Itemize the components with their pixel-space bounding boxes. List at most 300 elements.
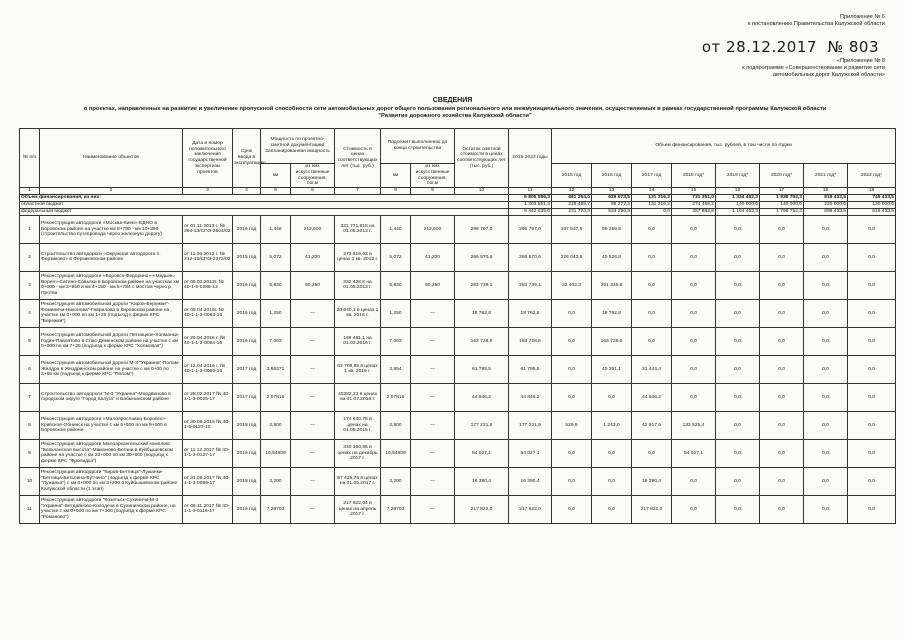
funding-total-label: федеральный бюджет bbox=[20, 208, 509, 215]
cell-total: 283 739,1 bbox=[509, 271, 552, 299]
col-done-header: Подлежит выполнению до конца строительства bbox=[381, 129, 455, 164]
cell-art: — bbox=[291, 411, 335, 439]
cell-remain: 61 795,5 bbox=[455, 355, 509, 383]
cell-remain: 16 390,4 bbox=[455, 467, 509, 495]
cell-y22: 0,0 bbox=[848, 495, 896, 523]
cell-y22: 0,0 bbox=[848, 271, 896, 299]
column-number-cell: 18 bbox=[804, 188, 848, 195]
cell-total: 217 822,0 bbox=[509, 495, 552, 523]
cell-n: 8 bbox=[20, 411, 40, 439]
cell-n: 9 bbox=[20, 439, 40, 467]
cell-y22: 0,0 bbox=[848, 243, 896, 271]
cell-dkm: 10,54808 bbox=[381, 439, 411, 467]
cell-doc: от 11.12.2017 № 40-1-1-3-0127-17 bbox=[183, 439, 233, 467]
cell-y21: 0,0 bbox=[804, 327, 848, 355]
cell-y21: 0,0 bbox=[804, 439, 848, 467]
cell-cost: 169 481,1 на 01.03.2016 г. bbox=[335, 327, 381, 355]
cell-y16: 0,0 bbox=[592, 495, 632, 523]
cell-km: 2,500 bbox=[261, 411, 291, 439]
cell-art: — bbox=[291, 299, 335, 327]
cell-name: Реконструкция автомобильной дороги "Киров-Бережки"-Фоминичи-Никонова"-Гаврилова в Кировском районе на участке км 0+000 по км 1+25 (подъезд к ферме КРС "Бережки") bbox=[40, 299, 183, 327]
cell-term: 2017 год bbox=[233, 355, 261, 383]
cell-remain: 163 728,6 bbox=[455, 327, 509, 355]
funding-total-value: 457 882,8 bbox=[672, 208, 716, 215]
cell-y22: 0,0 bbox=[848, 299, 896, 327]
column-number-cell: 7 bbox=[335, 188, 381, 195]
cell-term: 2016 год bbox=[233, 271, 261, 299]
cell-doc: от 11.06.2013 г. № 212-13/СПЭ-2372/02 bbox=[183, 243, 233, 271]
cell-name: Реконструкция автодороги "Козельск-Сухиничи-М-3 "Украина"-Бетдайново-Колодези в Сухиничском районе, на участке с км 0+000 по км 7+300 (подъезд к ферме КРС "Романово") bbox=[40, 495, 183, 523]
cell-dkm: 7,29703 bbox=[381, 495, 411, 523]
funding-total-value: 5 442 035,0 bbox=[509, 208, 552, 215]
cell-y19: 0,0 bbox=[716, 215, 760, 243]
funding-total-row bbox=[20, 201, 896, 208]
col-year-2015: 2015 год bbox=[552, 164, 592, 188]
cell-y19: 0,0 bbox=[716, 271, 760, 299]
cell-art: — bbox=[291, 439, 335, 467]
cell-n: 11 bbox=[20, 495, 40, 523]
cell-art: — bbox=[291, 495, 335, 523]
cell-y15: 529,9 bbox=[552, 411, 592, 439]
cell-y18: 0,0 bbox=[672, 495, 716, 523]
cell-total: 296 797,0 bbox=[509, 215, 552, 243]
cell-y15: 0,0 bbox=[552, 383, 592, 411]
cell-total: 54 027,1 bbox=[509, 439, 552, 467]
cell-y18: 0,0 bbox=[672, 355, 716, 383]
subtitle-line1: о проектах, направленных на развитие и увеличение пропускной способности сети автомобильных дорог общего пользования регионального или межмуниципального значения, осуществляемых в рамках государственной программы Калужской области bbox=[83, 106, 827, 112]
cell-remain: 44 846,2 bbox=[455, 383, 509, 411]
cell-y20: 0,0 bbox=[760, 271, 804, 299]
cell-total: 177 221,9 bbox=[509, 411, 552, 439]
cell-doc: от 09.11.2017 № 40-1-1-3-0116-17 bbox=[183, 495, 233, 523]
cell-n: 2 bbox=[20, 243, 40, 271]
cell-y18: 0,0 bbox=[672, 215, 716, 243]
cell-cost: 217 822,04 в ценах на апрель 2017 г. bbox=[335, 495, 381, 523]
cell-dart: 212,500 bbox=[411, 215, 455, 243]
column-number-cell: 6 bbox=[291, 188, 335, 195]
cell-dart: — bbox=[411, 467, 455, 495]
col-term-header: Срок ввода в эксплуатацию bbox=[233, 129, 261, 188]
appendix8-header bbox=[665, 58, 885, 79]
funding-total-value: 229 489,7 bbox=[552, 201, 592, 208]
cell-n: 10 bbox=[20, 467, 40, 495]
cell-dart: — bbox=[411, 299, 455, 327]
document-date: 28.12.2017 bbox=[726, 38, 817, 56]
column-number-cell: 14 bbox=[632, 188, 672, 195]
cell-dart: 90,250 bbox=[411, 271, 455, 299]
cell-cost: 20 640,1 в ценах 1 кв. 2016 г. bbox=[335, 299, 381, 327]
cell-n: 4 bbox=[20, 299, 40, 327]
cell-y17: 16 390,4 bbox=[632, 467, 672, 495]
funding-total-value: 1 334 462,3 bbox=[716, 194, 760, 201]
cell-name: Реконструкция автодороги Малоархангельский комплекс "Бельчанская высота"-Мамоново-Бегани в Куйбышевском районе на участке с км 20+000 по км 30+800 (подъезд к ферме КРС "Фролидка") bbox=[40, 439, 183, 467]
cell-term: 2018 год bbox=[233, 495, 261, 523]
cell-y19: 0,0 bbox=[716, 467, 760, 495]
cell-y21: 0,0 bbox=[804, 383, 848, 411]
cell-km: 5,072 bbox=[261, 243, 291, 271]
cell-km: 2,07816 bbox=[261, 383, 291, 411]
col-year-2018: 2018 год* bbox=[672, 164, 716, 188]
cell-y22: 0,0 bbox=[848, 355, 896, 383]
document-title: СВЕДЕНИЯ bbox=[432, 97, 473, 104]
funding-total-value: 130 000,0 bbox=[848, 201, 896, 208]
col-done-km: км bbox=[381, 164, 411, 188]
cell-cost: 273 819,63 в ценах 1 кв. 2012 г. bbox=[335, 243, 381, 271]
table-row bbox=[20, 467, 896, 495]
cell-y17: 0,0 bbox=[632, 439, 672, 467]
cell-name: Реконструкция автомобильной дороги Пятницкое-Хопманка-Годин-Павлятово в Спас-Деменском районе на участке с км 0+000 по км 7+25 (подъезд к ферме КРС "Холмовая") bbox=[40, 327, 183, 355]
document-number: 803 bbox=[848, 38, 879, 56]
cell-y17: 0,0 bbox=[632, 271, 672, 299]
cell-y15: 0,0 bbox=[552, 327, 592, 355]
cell-y19: 0,0 bbox=[716, 243, 760, 271]
funding-total-value: 1 798 752,3 bbox=[760, 208, 804, 215]
cell-y20: 0,0 bbox=[760, 215, 804, 243]
cell-y20: 0,0 bbox=[760, 299, 804, 327]
cell-dart: — bbox=[411, 495, 455, 523]
cell-term: 2016 год bbox=[233, 215, 261, 243]
cell-term: 2018 год bbox=[233, 439, 261, 467]
column-number-cell: 12 bbox=[552, 188, 592, 195]
table-row bbox=[20, 299, 896, 327]
cell-y18: 0,0 bbox=[672, 243, 716, 271]
cell-total: 163 728,6 bbox=[509, 327, 552, 355]
column-number-cell: 8 bbox=[381, 188, 411, 195]
cell-n: 6 bbox=[20, 355, 40, 383]
table-row bbox=[20, 327, 896, 355]
cell-y17: 42 917,6 bbox=[632, 411, 672, 439]
cell-y18: 132 525,4 bbox=[672, 411, 716, 439]
cell-km: 3,65371 bbox=[261, 355, 291, 383]
table-row bbox=[20, 383, 896, 411]
column-number-cell: 11 bbox=[509, 188, 552, 195]
appendix8-label: «Приложение № 8 bbox=[836, 58, 885, 64]
column-number-cell: 2 bbox=[40, 188, 183, 195]
cell-name: Реконструкция автодороги «Москва-Киев»-ЕДНО в Боровском районе на участке км 8+790 - км 10+390 (строительство путепровода через железную дорогу) bbox=[40, 215, 183, 243]
cell-km: 1,250 bbox=[261, 299, 291, 327]
funding-total-label: Объем финансирования, из них: bbox=[20, 194, 509, 201]
cell-y21: 0,0 bbox=[804, 271, 848, 299]
appendix8-line2: к подпрограмме «Совершенствование и развитие сети bbox=[742, 65, 885, 71]
cell-art: — bbox=[291, 327, 335, 355]
cell-y17: 0,0 bbox=[632, 215, 672, 243]
funding-total-label: областной бюджет bbox=[20, 201, 509, 208]
cell-remain: 54 027,1 bbox=[455, 439, 509, 467]
cell-dkm: 3,200 bbox=[381, 467, 411, 495]
cell-n: 7 bbox=[20, 383, 40, 411]
cell-cost: 97 425,76 в ценах на 01.05.2017 г. bbox=[335, 467, 381, 495]
cell-y18: 0,0 bbox=[672, 327, 716, 355]
cell-y19: 0,0 bbox=[716, 411, 760, 439]
cell-y20: 0,0 bbox=[760, 467, 804, 495]
cell-y19: 0,0 bbox=[716, 383, 760, 411]
cell-cost: 63 708,85 в ценах 1 кв. 2016 г. bbox=[335, 355, 381, 383]
appendix6-label: Приложение № 6 bbox=[839, 14, 885, 20]
cell-y16: 0,0 bbox=[592, 467, 632, 495]
column-number-cell: 3 bbox=[183, 188, 233, 195]
cell-term: 2016 год bbox=[233, 327, 261, 355]
column-number-cell: 19 bbox=[848, 188, 896, 195]
funding-total-value: 461 264,0 bbox=[552, 194, 592, 201]
funding-total-value: 1 303 551,3 bbox=[509, 201, 552, 208]
date-prefix: от bbox=[701, 38, 721, 56]
cell-n: 1 bbox=[20, 215, 40, 243]
cell-term: 2015 год bbox=[233, 243, 261, 271]
cell-total: 266 570,6 bbox=[509, 243, 552, 271]
appendix6-resolution: к постановлению Правительства Калужской области bbox=[747, 21, 885, 27]
column-number-cell: 13 bbox=[592, 188, 632, 195]
cell-total: 18 762,8 bbox=[509, 299, 552, 327]
cell-y15: 0,0 bbox=[552, 439, 592, 467]
subtitle-line2: "Развитие дорожного хозяйства Калужской области" bbox=[378, 113, 532, 119]
cell-y15: 0,0 bbox=[552, 299, 592, 327]
col-year-2016: 2016 год bbox=[592, 164, 632, 188]
cell-km: 7,29703 bbox=[261, 495, 291, 523]
cell-doc: от 30.06.2015 № 40-1-5-0127-15 bbox=[183, 411, 233, 439]
col-cost-header: Стоимость в ценах соответствующих лет (тыс. руб.) bbox=[335, 129, 381, 188]
cell-y22: 0,0 bbox=[848, 327, 896, 355]
cell-doc: от 06.03.2013г. № 40-1-5-0288-13 bbox=[183, 271, 233, 299]
funding-total-value: 131 316,2 bbox=[632, 194, 672, 201]
cell-remain: 283 739,1 bbox=[455, 271, 509, 299]
cell-y19: 0,0 bbox=[716, 327, 760, 355]
funding-total-value: 231 774,3 bbox=[552, 208, 592, 215]
cell-y15: 226 043,8 bbox=[552, 243, 592, 271]
cell-dkm: 5,830 bbox=[381, 271, 411, 299]
projects-table bbox=[19, 128, 896, 524]
cell-y17: 0,0 bbox=[632, 243, 672, 271]
cell-y19: 0,0 bbox=[716, 299, 760, 327]
cell-y21: 0,0 bbox=[804, 215, 848, 243]
cell-cost: 45382,23 в ценах на 01.07.2016 г. bbox=[335, 383, 381, 411]
cell-y17: 0,0 bbox=[632, 299, 672, 327]
cell-term: 2018 год bbox=[233, 467, 261, 495]
cell-name: Строительство автодороги "М-3 "Украина"-Мордвиново в городском округе "Город Калуга" и Бабынинском районе bbox=[40, 383, 183, 411]
column-number-cell: 9 bbox=[411, 188, 455, 195]
cell-y20: 0,0 bbox=[760, 411, 804, 439]
funding-total-value: 1 194 462,3 bbox=[716, 208, 760, 215]
col-cap-km: км bbox=[261, 164, 291, 188]
cell-art: — bbox=[291, 467, 335, 495]
col-year-2022: 2022 год* bbox=[848, 164, 896, 188]
cell-doc: от 28.02.2017 № 40-1-1-3-0025-17 bbox=[183, 383, 233, 411]
cell-name: Реконструкция автомобильной дороги М-3 "Украина"-Полом-Жилдра в Жиздринском районе на участке с км 0+00 по 3+65 км (подъезд к ферме КРС "Полом") bbox=[40, 355, 183, 383]
cell-dkm: 7,063 bbox=[381, 327, 411, 355]
funding-total-value: 731 351,0 bbox=[672, 194, 716, 201]
cell-doc: от 08.04.2016г. № 40-1-1-3-0063-16 bbox=[183, 299, 233, 327]
col-year-2021: 2021 год* bbox=[804, 164, 848, 188]
table-row bbox=[20, 215, 896, 243]
cell-y16: 40 351,1 bbox=[592, 355, 632, 383]
cell-name: Реконструкция автодороги "Киров-Бетлица"-Лужанки-"Бетлица-Бетьпина-Бутчино" (подъезд к ферме КРС "Лужанка") с км 0+000 по км 3+200 в Куйбышевском районе Калужской области (1 этап) bbox=[40, 467, 183, 495]
cell-y16: 18 762,8 bbox=[592, 299, 632, 327]
cell-dart: — bbox=[411, 439, 455, 467]
cell-y15: 0,0 bbox=[552, 467, 592, 495]
col-year-total: 2015-2022 годы bbox=[509, 129, 552, 188]
table-row bbox=[20, 243, 896, 271]
col-year-2020: 2020 год* bbox=[760, 164, 804, 188]
cell-y15: 32 402,3 bbox=[552, 271, 592, 299]
cell-name: Реконструкция автодороги «Боровск-Федорино»-«Медынь-Верея»-Сатино-Совьяки в Боровском районе на участках км 0+000 - км 3+950 и км 4+150 - км 5+784 с мостом через р. Протва bbox=[40, 271, 183, 299]
funding-total-row bbox=[20, 194, 896, 201]
funding-total-value: 745 433,5 bbox=[848, 194, 896, 201]
table-row bbox=[20, 411, 896, 439]
cell-dkm: 3,654 bbox=[381, 355, 411, 383]
col-remain-header: Остаток сметной стоимости в ценах соответствующих лет (тыс. руб.) bbox=[455, 129, 509, 188]
cell-cost: 331 771,915 на 01.05.2013 г. bbox=[335, 215, 381, 243]
cell-cost: 174 640,78 в ценах на 01.05.2015 г. bbox=[335, 411, 381, 439]
funding-total-value: 96 277,2 bbox=[592, 201, 632, 208]
cell-y18: 0,0 bbox=[672, 467, 716, 495]
cell-y21: 0,0 bbox=[804, 299, 848, 327]
table-row bbox=[20, 355, 896, 383]
cell-name: Реконструкция автодороги «Малоярославец-Боровск»-Кривское-Обнинск на участке с км 6+500 по км 9+000 в Боровском районе bbox=[40, 411, 183, 439]
cell-y22: 0,0 bbox=[848, 215, 896, 243]
cell-y19: 0,0 bbox=[716, 495, 760, 523]
cell-y17: 0,0 bbox=[632, 327, 672, 355]
funding-total-value: 140 000,0 bbox=[716, 201, 760, 208]
cell-doc: от 01.11.2013 г. № 394-13/СПЭ-2504/02 bbox=[183, 215, 233, 243]
cell-y18: 54 027,1 bbox=[672, 439, 716, 467]
cell-y16: 251 336,8 bbox=[592, 271, 632, 299]
number-prefix: № bbox=[827, 38, 844, 56]
cell-y20: 0,0 bbox=[760, 243, 804, 271]
cell-doc: от 29.04.2016 г. № 40-1-1-3-0084-16 bbox=[183, 327, 233, 355]
document-subtitle bbox=[20, 106, 890, 120]
cell-dart: — bbox=[411, 327, 455, 355]
cell-y20: 0,0 bbox=[760, 355, 804, 383]
cell-dkm: 5,072 bbox=[381, 243, 411, 271]
cell-y17: 21 444,4 bbox=[632, 355, 672, 383]
table-row bbox=[20, 495, 896, 523]
funding-total-value: 131 316,2 bbox=[632, 201, 672, 208]
cell-doc: от 12.04.2016 г. № 40-1-1-3-0069-16 bbox=[183, 355, 233, 383]
cell-y19: 0,0 bbox=[716, 355, 760, 383]
col-num-header: № п/п bbox=[20, 129, 40, 188]
cell-remain: 266 570,6 bbox=[455, 243, 509, 271]
appendix-header bbox=[685, 14, 885, 28]
cell-y16: 1 243,0 bbox=[592, 411, 632, 439]
cell-y22: 0,0 bbox=[848, 467, 896, 495]
table-row bbox=[20, 439, 896, 467]
funding-total-value: 220 000,0 bbox=[804, 201, 848, 208]
col-done-art: из них искусственные сооружения, пог.м bbox=[411, 164, 455, 188]
column-number-cell: 16 bbox=[716, 188, 760, 195]
cell-art: — bbox=[291, 383, 335, 411]
cell-y16: 0,0 bbox=[592, 383, 632, 411]
col-cap-art: из них искусственные сооружения, пог.м bbox=[291, 164, 335, 188]
col-capacity-header: Мощность по проектно-сметной документации/ Запланированная мощность bbox=[261, 129, 335, 164]
cell-y18: 0,0 bbox=[672, 299, 716, 327]
cell-total: 44 846,2 bbox=[509, 383, 552, 411]
cell-y17: 44 846,2 bbox=[632, 383, 672, 411]
cell-art: 90,250 bbox=[291, 271, 335, 299]
cell-y20: 0,0 bbox=[760, 495, 804, 523]
column-number-cell: 5 bbox=[261, 188, 291, 195]
cell-remain: 217 822,0 bbox=[455, 495, 509, 523]
cell-y20: 0,0 bbox=[760, 383, 804, 411]
cell-y16: 163 728,6 bbox=[592, 327, 632, 355]
funding-total-value: 140 000,0 bbox=[760, 201, 804, 208]
cell-dkm: 1,250 bbox=[381, 299, 411, 327]
table-row bbox=[20, 271, 896, 299]
cell-dkm: 1,440 bbox=[381, 215, 411, 243]
cell-y22: 0,0 bbox=[848, 383, 896, 411]
column-number-cell: 10 bbox=[455, 188, 509, 195]
cell-y16: 99 259,5 bbox=[592, 215, 632, 243]
cell-term: 2016 год bbox=[233, 299, 261, 327]
cell-dkm: 2,500 bbox=[381, 411, 411, 439]
funding-total-value: 818 432,5 bbox=[804, 194, 848, 201]
appendix8-line3: автомобильных дорог Калужской области» bbox=[772, 72, 885, 78]
cell-y18: 0,0 bbox=[672, 383, 716, 411]
cell-y18: 0,0 bbox=[672, 271, 716, 299]
cell-y22: 0,0 bbox=[848, 411, 896, 439]
cell-y19: 0,0 bbox=[716, 439, 760, 467]
cell-art: — bbox=[291, 355, 335, 383]
cell-total: 61 795,5 bbox=[509, 355, 552, 383]
cell-km: 3,200 bbox=[261, 467, 291, 495]
cell-y15: 0,0 bbox=[552, 495, 592, 523]
cell-remain: 177 221,9 bbox=[455, 411, 509, 439]
column-number-row bbox=[20, 188, 896, 195]
cell-km: 1,446 bbox=[261, 215, 291, 243]
cell-n: 5 bbox=[20, 327, 40, 355]
column-number-cell: 17 bbox=[760, 188, 804, 195]
cell-km: 7,063 bbox=[261, 327, 291, 355]
funding-total-value: 274 468,2 bbox=[672, 201, 716, 208]
col-name-header: Наименование объектов bbox=[40, 129, 183, 188]
cell-dart: — bbox=[411, 383, 455, 411]
cell-y21: 0,0 bbox=[804, 495, 848, 523]
cell-km: 10,54808 bbox=[261, 439, 291, 467]
cell-y16: 0,0 bbox=[592, 439, 632, 467]
cell-cost: 330 160,65 в ценах на декабрь 2017 г. bbox=[335, 439, 381, 467]
cell-cost: 332 428,8 на 01.05.2013 г. bbox=[335, 271, 381, 299]
cell-remain: 296 797,0 bbox=[455, 215, 509, 243]
cell-y22: 0,0 bbox=[848, 439, 896, 467]
col-year-2019: 2019 год* bbox=[716, 164, 760, 188]
cell-y16: 40 526,8 bbox=[592, 243, 632, 271]
cell-dart: 41,200 bbox=[411, 243, 455, 271]
cell-dart: — bbox=[411, 411, 455, 439]
funding-total-value: 1 938 752,3 bbox=[760, 194, 804, 201]
cell-y17: 217 822,0 bbox=[632, 495, 672, 523]
funding-total-value: 615 433,5 bbox=[848, 208, 896, 215]
column-number-cell: 15 bbox=[672, 188, 716, 195]
cell-y15: 197 537,5 bbox=[552, 215, 592, 243]
cell-name: Строительство автодороги «Окружная автодорога п. Ферзиково» в Ферзиковском районе bbox=[40, 243, 183, 271]
col-year-2017: 2017 год bbox=[632, 164, 672, 188]
funding-total-value: 698 433,5 bbox=[804, 208, 848, 215]
cell-y21: 0,0 bbox=[804, 411, 848, 439]
funding-total-value: 0,0 bbox=[632, 208, 672, 215]
cell-dart: — bbox=[411, 355, 455, 383]
cell-remain: 18 762,8 bbox=[455, 299, 509, 327]
cell-y20: 0,0 bbox=[760, 439, 804, 467]
column-number-cell: 1 bbox=[20, 188, 40, 195]
cell-total: 16 390,4 bbox=[509, 467, 552, 495]
cell-y21: 0,0 bbox=[804, 355, 848, 383]
funding-total-value: 533 296,3 bbox=[592, 208, 632, 215]
cell-y20: 0,0 bbox=[760, 327, 804, 355]
funding-total-value: 629 673,5 bbox=[592, 194, 632, 201]
cell-term: 2017 год bbox=[233, 383, 261, 411]
column-number-cell: 4 bbox=[233, 188, 261, 195]
cell-dkm: 2,07816 bbox=[381, 383, 411, 411]
cell-y15: 0,0 bbox=[552, 355, 592, 383]
cell-n: 3 bbox=[20, 271, 40, 299]
